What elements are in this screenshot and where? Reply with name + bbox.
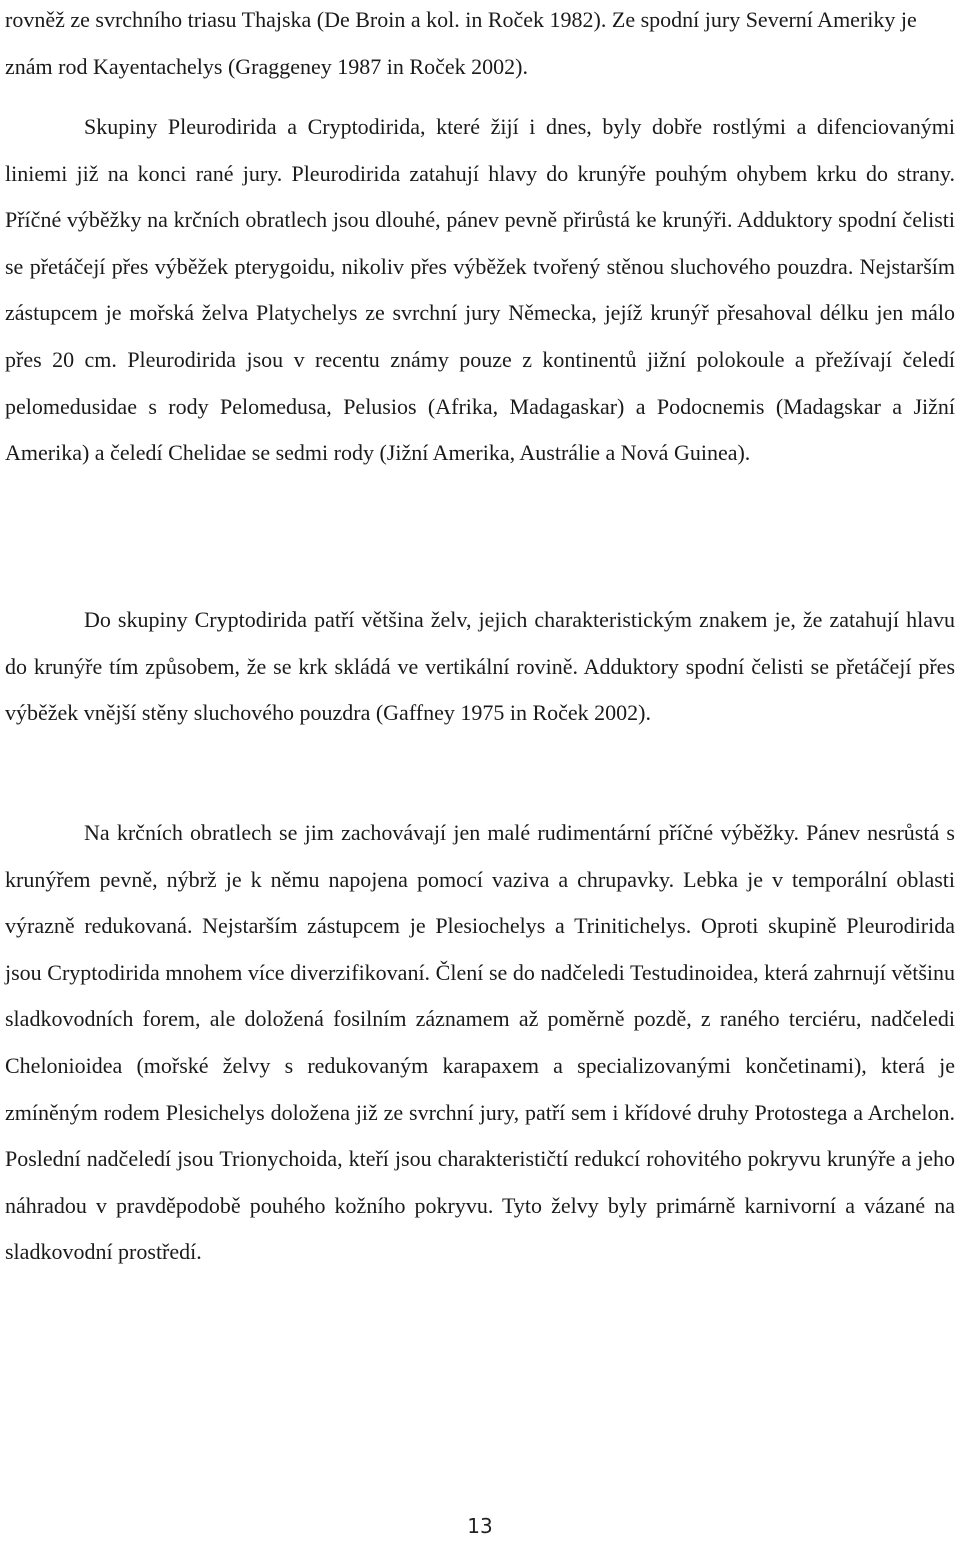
paragraph-cryptodirida-details: Na krčních obratlech se jim zachovávají jen malé rudimentární příčné výběžky. Pánev nesrůstá s krunýřem pevně, nýbrž je k němu napojena pomocí vaziva a chrupavky. Lebka je v temporální oblasti výrazně redukovaná. Nejstarším zástupcem je Plesiochelys a Trinitichelys. Oproti skupině Pleurodirida jsou Cryptodirida mnohem více diverzifikovaní. Člení se do nadčeledi Testudinoidea, která zahrnují většinu sladkovodních forem, ale doložená fosilním záznamem až poměrně pozdě, z raného terciéru, nadčeledi Chelonioidea (mořské želvy s redukovaným karapaxem a specializovanými končetinami), která je zmíněným rodem Plesichelys doložena již ze svrchní jury, patří sem i křídové druhy Protostega a Archelon. Poslední nadčeledí jsou Trionychoida, kteří jsou charakterističtí redukcí rohovitého pokryvu krunýře a jeho náhradou v pravděpodobě pouhého kožního pokryvu. Tyto želvy byly primárně karnivorní a vázané na sladkovodní prostředí. [5, 820, 955, 1265]
paragraph-cryptodirida: Do skupiny Cryptodirida patří většina želv, jejich charakteristickým znakem je, že zatahují hlavu do krunýře tím způsobem, že se krk skládá ve vertikální rovině. Adduktory spodní čelisti se přetáčejí přes výběžek vnější stěny sluchového pouzdra (Gaffney 1975 in Roček 2002). [5, 607, 955, 726]
paragraph-pleurodirida: Skupiny Pleurodirida a Cryptodirida, které žijí i dnes, byly dobře rostlými a difenciovanými liniemi již na konci rané jury. Pleurodirida zatahují hlavy do krunýře pouhým ohybem krku do strany. Příčné výběžky na krčních obratlech jsou dlouhé, pánev pevně přirůstá ke krunýři. Adduktory spodní čelisti se přetáčejí přes výběžek pterygoidu, nikoliv přes výběžek tvořený stěnou sluchového pouzdra. Nejstarším zástupcem je mořská želva Platychelys ze svrchní jury Německa, jejíž krunýř přesahoval délku jen málo přes 20 cm. Pleurodirida jsou v recentu známy pouze z kontinentů jižní polokoule a přežívají čeledí pelomedusidae s rody Pelomedusa, Pelusios (Afrika, Madagaskar) a Podocnemis (Madagskar a Jižní Amerika) a čeledí Chelidae se sedmi rody (Jižní Amerika, Austrálie a Nová Guinea). [5, 114, 955, 466]
page-number: 13 [467, 1514, 493, 1538]
paragraph-continuation: rovněž ze svrchního triasu Thajska (De Broin a kol. in Roček 1982). Ze spodní jury Severní Ameriky je znám rod Kayentachelys (Graggeney 1987 in Roček 2002). [5, 7, 917, 79]
